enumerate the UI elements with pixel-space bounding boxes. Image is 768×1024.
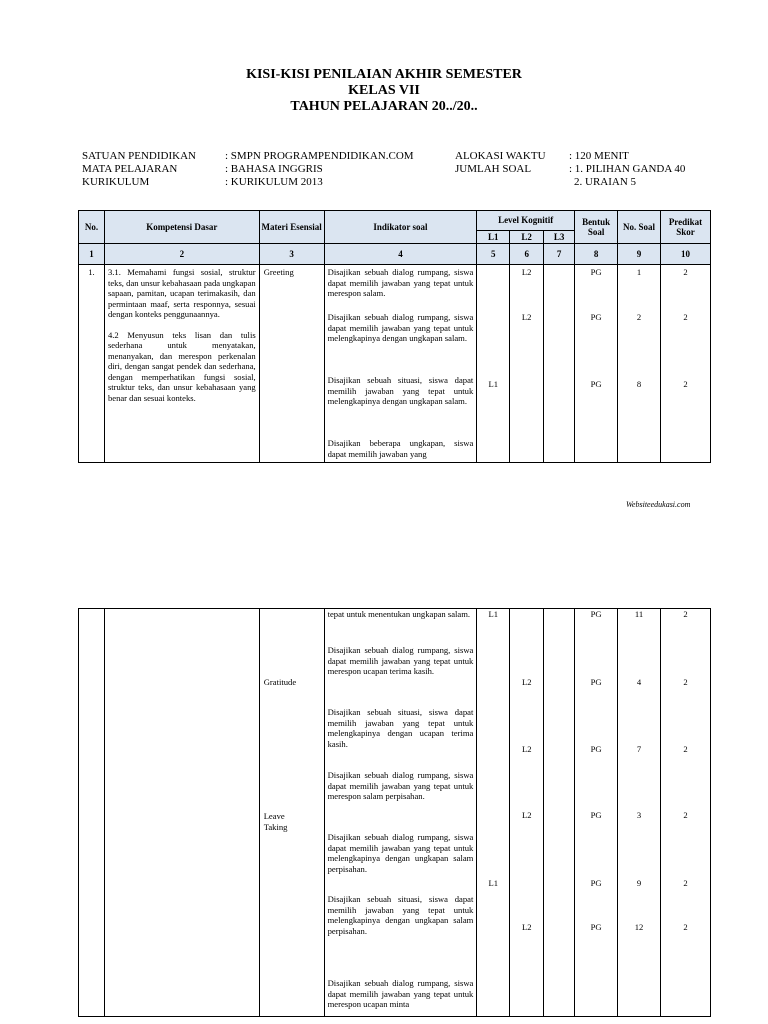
level-l3-cell [544,265,575,463]
colnum-4: 4 [324,244,477,265]
nosoal-value: 11 [634,609,644,619]
jumlah-value-1: : 1. PILIHAN GANDA 40 [569,163,686,175]
level-l1-cell [477,265,510,463]
row-number-empty [79,609,105,1017]
colnum-6: 6 [510,244,544,265]
bentuk-value: PG [590,267,602,277]
bentuk-value: PG [590,379,602,389]
jumlah-value-2: 2. URAIAN 5 [574,176,637,188]
no-soal-cell [618,265,661,463]
colnum-2: 2 [104,244,259,265]
level-value: L2 [521,267,532,277]
indikator-item: Disajikan sebuah dialog rumpang, siswa dapat memilih jawaban yang tepat untuk merespon ucapan minta [327,978,474,1009]
alokasi-value: : 120 MENIT [569,150,629,162]
doc-title-2: KELAS VII [348,83,420,98]
bentuk-value: PG [590,312,602,322]
colnum-9: 9 [618,244,661,265]
skor-value: 2 [683,922,688,932]
indikator-item: Disajikan sebuah dialog rumpang, siswa dapat memilih jawaban yang tepat untuk melengkapinya dengan ungkapan salam. [327,312,474,343]
indikator-cell [324,265,477,463]
materi-cell [259,609,324,1017]
kurikulum-value: : KURIKULUM 2013 [225,176,323,188]
colnum-1: 1 [79,244,105,265]
skor-value: 2 [683,379,688,389]
skor-value: 2 [683,677,688,687]
bentuk-soal-cell [575,265,618,463]
indikator-item: Disajikan sebuah dialog rumpang, siswa dapat memilih jawaban yang tepat untuk melengkapinya dengan ungkapan salam perpisahan. [327,832,474,874]
kd-3-1: 3.1. Memahami fungsi sosial, struktur teks, dan unsur kebahasaan pada ungkapan sapaan, pamitan, ucapan terimakasih, dan permintaan maaf, serta responnya, sesuai dengan konteks penggunaannya. [107,267,256,319]
bentuk-value: PG [590,810,602,820]
indikator-item: Disajikan sebuah situasi, siswa dapat memilih jawaban yang tepat untuk melengkapinya dengan ungkapan salam. [327,375,474,406]
colnum-7: 7 [544,244,575,265]
materi-leave-taking: Leave Taking [263,811,288,832]
bentuk-value: PG [590,878,602,888]
indikator-item: Disajikan beberapa ungkapan, siswa dapat memilih jawaban yang [327,438,474,459]
header-materi: Materi Esensial [259,211,324,244]
info-labels-right [455,150,546,176]
skor-value: 2 [683,609,688,619]
materi-greeting: Greeting [259,265,324,463]
kisi-table-page2 [78,608,711,1017]
bentuk-value: PG [590,677,602,687]
doc-title-3: TAHUN PELAJARAN 20../20.. [290,99,478,114]
level-value: L2 [521,744,532,754]
level-l2-cell-2 [510,609,544,1017]
mapel-value: : BAHASA INGGRIS [225,163,323,175]
row-number: 1. [79,265,105,463]
level-value: L2 [521,810,532,820]
info-values-left [225,150,414,189]
level-l1-cell-2 [477,609,510,1017]
header-indikator: Indikator soal [324,211,477,244]
info-values-right [569,150,685,189]
doc-title-1: KISI-KISI PENILAIAN AKHIR SEMESTER [246,67,522,82]
level-value: L2 [521,677,532,687]
header-l2: L2 [510,231,544,244]
nosoal-value: 1 [636,267,642,277]
header-bentuk: Bentuk Soal [575,211,618,244]
kompetensi-dasar-empty [104,609,259,1017]
bentuk-value: PG [590,744,602,754]
header-no: No. [79,211,105,244]
kisi-table-page1 [78,210,711,463]
jumlah-label: JUMLAH SOAL [455,163,532,175]
level-l2-cell [510,265,544,463]
colnum-3: 3 [259,244,324,265]
nosoal-value: 12 [634,922,644,932]
mapel-label: MATA PELAJARAN [82,163,178,175]
nosoal-value: 9 [636,878,642,888]
materi-gratitude: Gratitude [263,677,297,687]
satuan-value: : SMPN PROGRAMPENDIDIKAN.COM [225,150,414,162]
indikator-item: tepat untuk menentukan ungkapan salam. [327,609,471,619]
colnum-5: 5 [477,244,510,265]
skor-value: 2 [683,267,688,277]
level-value: L1 [488,609,499,619]
nosoal-value: 3 [636,810,642,820]
skor-value: 2 [683,878,688,888]
watermark-text: Websiteedukasi.com [626,500,691,509]
indikator-cell-2 [324,609,477,1017]
colnum-10: 10 [660,244,710,265]
kd-4-2: 4.2 Menyusun teks lisan dan tulis sederhana untuk menyatakan, menanyakan, dan merespon perkenalan diri, dengan sangat pendek dan sederhana, dengan memperhatikan fungsi sosial, struktur teks, dan unsur kebahasaan yang benar dan sesuai konteks. [107,329,256,403]
skor-cell [660,265,710,463]
bentuk-soal-cell-2 [575,609,618,1017]
header-level: Level Kognitif [477,211,575,231]
indikator-item: Disajikan sebuah dialog rumpang, siswa dapat memilih jawaban yang tepat untuk merespon salam. [327,267,474,298]
colnum-8: 8 [575,244,618,265]
header-l1: L1 [477,231,510,244]
bentuk-value: PG [590,609,602,619]
level-value: L1 [488,878,499,888]
indikator-item: Disajikan sebuah dialog rumpang, siswa dapat memilih jawaban yang tepat untuk merespon ucapan terima kasih. [327,645,474,676]
header-l3: L3 [544,231,575,244]
alokasi-label: ALOKASI WAKTU [455,150,546,162]
header-nosoal: No. Soal [618,211,661,244]
indikator-item: Disajikan sebuah situasi, siswa dapat memilih jawaban yang tepat untuk melengkapinya dengan ungkapan salam perpisahan. [327,894,474,936]
nosoal-value: 2 [636,312,642,322]
kurikulum-label: KURIKULUM [82,176,150,188]
info-labels-left [82,150,196,189]
header-kd: Kompetensi Dasar [104,211,259,244]
bentuk-value: PG [590,922,602,932]
no-soal-cell-2 [618,609,661,1017]
indikator-item: Disajikan sebuah situasi, siswa dapat memilih jawaban yang tepat untuk melengkapinya dengan ucapan terima kasih. [327,707,474,749]
satuan-label: SATUAN PENDIDIKAN [82,150,196,162]
level-value: L2 [521,922,532,932]
skor-value: 2 [683,810,688,820]
nosoal-value: 8 [636,379,642,389]
kompetensi-dasar-cell [104,265,259,463]
indikator-item: Disajikan sebuah dialog rumpang, siswa dapat memilih jawaban yang tepat untuk merespon salam perpisahan. [327,770,474,801]
skor-value: 2 [683,312,688,322]
level-value: L1 [488,379,499,389]
skor-cell-2 [661,609,711,1017]
level-value: L2 [521,312,532,322]
level-l3-cell-2 [544,609,575,1017]
header-predikat: Predikat Skor [660,211,710,244]
nosoal-value: 4 [636,677,642,687]
skor-value: 2 [683,744,688,754]
nosoal-value: 7 [636,744,642,754]
